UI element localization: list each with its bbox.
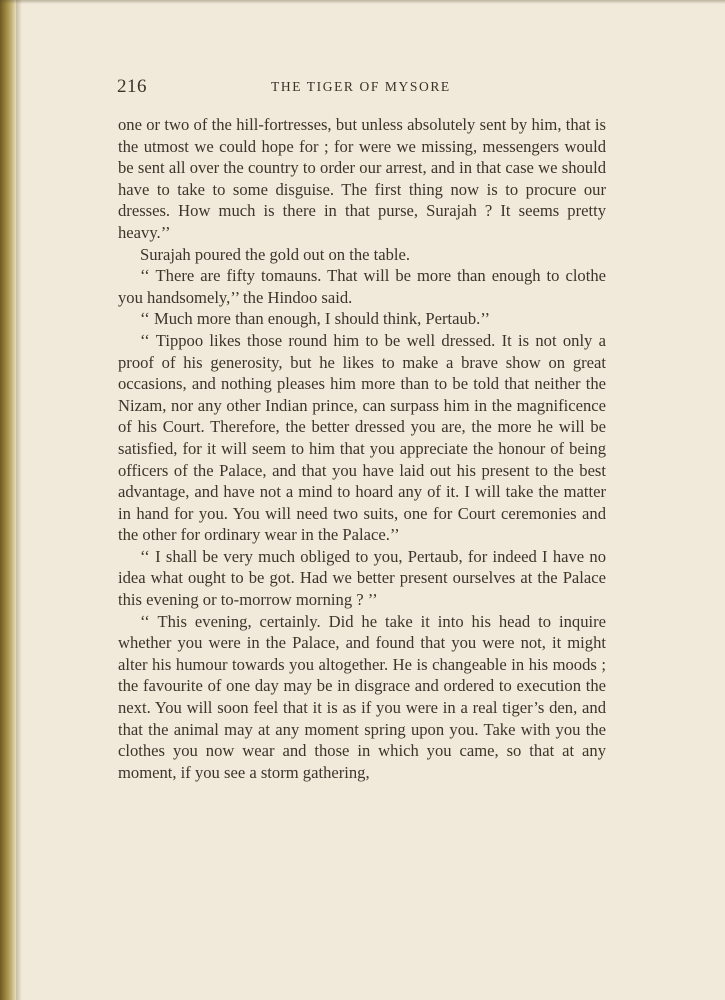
paragraph: ‘‘ This evening, certainly. Did he take it into his head to inquire whether you were in the Palace, and found that you were not, it might alter his humour towards you altogether. He is changeable in his moods ; the favourite of one day may be in disgrace and ordered to execution the next. You will soon feel that it is as if you were in a real tiger’s den, and that the animal may at any moment spring upon you. Take with you the clothes you now wear and those in which you came, so that at any moment, if you see a storm gathering, [118, 611, 606, 782]
page-header [117, 76, 607, 100]
paragraph: ‘‘ There are fifty tomauns. That will be more than enough to clothe you handsomely,’’ the Hindoo said. [118, 266, 606, 307]
paragraph: ‘‘ I shall be very much obliged to you, Pertaub, for indeed I have no idea what ought to be got. Had we better present ourselves at the Palace this evening or to-morrow morning ? ’’ [118, 546, 606, 610]
body-text [118, 114, 606, 783]
paragraph: one or two of the hill-fortresses, but unless absolutely sent by him, that is the utmost we could hope for ; for were we missing, messengers would be sent all over the country to order our arrest, and in that case we should have to take to some disguise. The first thing now is to procure our dresses. How much is there in that purse, Surajah ? It seems pretty heavy.’’ [118, 115, 606, 242]
running-title: THE TIGER OF MYSORE [271, 79, 451, 94]
book-spine [0, 0, 16, 1000]
paragraph: ‘‘ Tippoo likes those round him to be well dressed. It is not only a proof of his generosity, but he likes to make a brave show on great occasions, and nothing pleases him more than to be told that neither the Nizam, nor any other Indian prince, can surpass him in the magnificence of his Court. Therefore, the better dressed you are, the more he will be satisfied, for it will seem to him that you appreciate the honour of being officers of the Palace, and that you have laid out his present to the best advantage, and have not a mind to hoard any of it. I will take the matter in hand for you. You will need two suits, one for Court ceremonies and the other for ordinary wear in the Palace.’’ [118, 330, 606, 545]
top-edge-shadow [0, 0, 725, 4]
paragraph: ‘‘ Much more than enough, I should think, Pertaub.’’ [140, 309, 491, 329]
gutter-shadow [16, 0, 22, 1000]
paragraph: Surajah poured the gold out on the table. [140, 244, 411, 264]
page-number: 216 [117, 76, 147, 97]
